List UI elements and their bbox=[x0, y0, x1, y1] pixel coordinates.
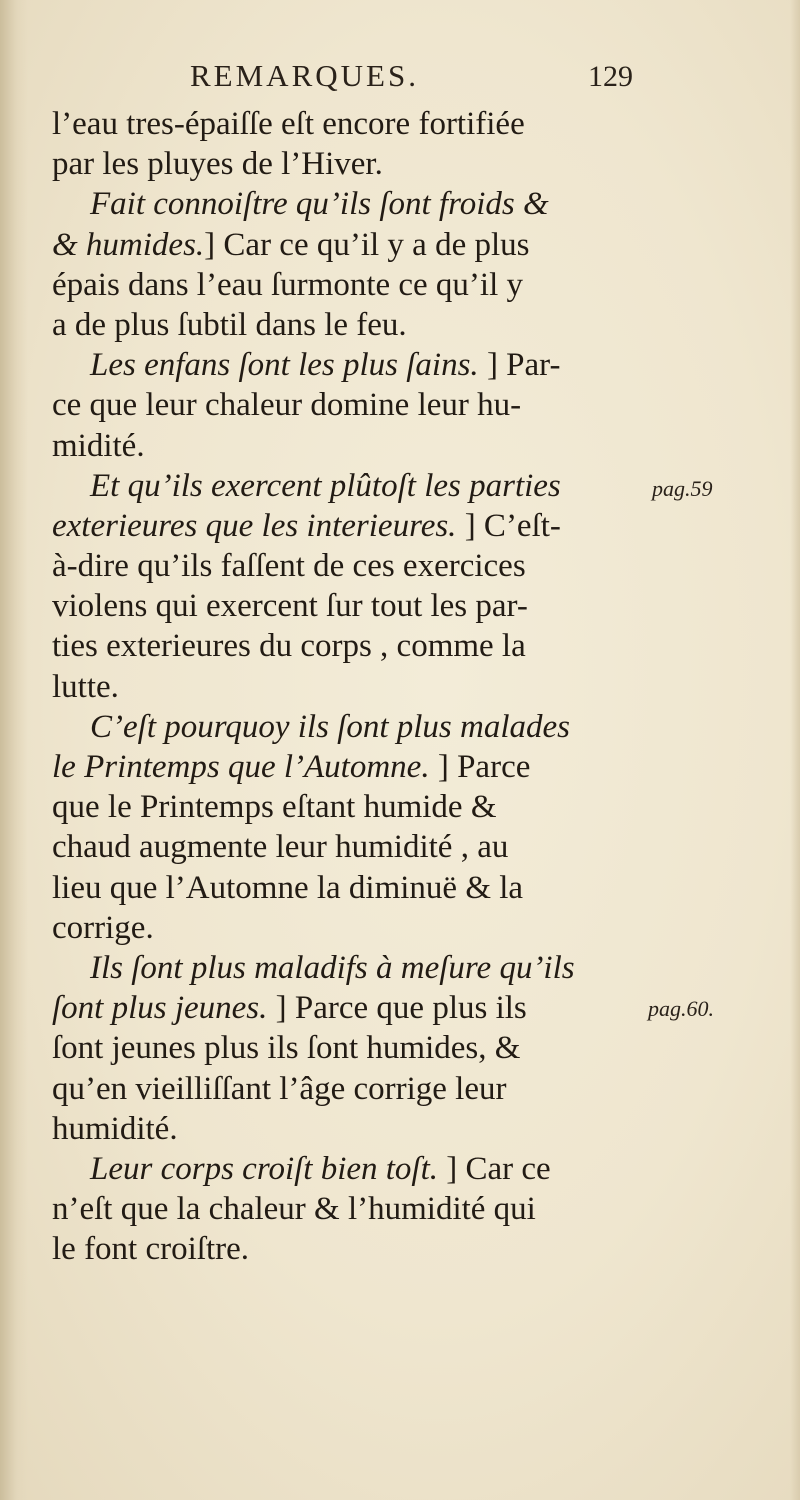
commentary-text: à-dire qu’ils faſſent de ces exercices bbox=[52, 548, 526, 585]
commentary-text: chaud augmente leur humidité , au bbox=[52, 829, 509, 866]
commentary-text: ce que leur chaleur domine leur hu- bbox=[52, 387, 522, 424]
margin-note-pag-59: pag.59 bbox=[652, 476, 713, 501]
italic-lemma: Et qu’ils exercent plûtoſt les parties bbox=[90, 467, 561, 504]
binding-gutter bbox=[0, 0, 28, 1500]
commentary-text: ] Par- bbox=[478, 347, 561, 384]
commentary-text: par les pluyes de l’Hiver. bbox=[52, 146, 383, 183]
page-edge bbox=[790, 0, 800, 1500]
text-line bbox=[52, 466, 642, 506]
italic-lemma: exterieures que les interieures. bbox=[52, 507, 457, 544]
commentary-text: le font croiſtre. bbox=[52, 1231, 250, 1268]
body-text bbox=[52, 104, 642, 1269]
text-line bbox=[52, 707, 642, 747]
text-line bbox=[52, 1149, 642, 1189]
text-line bbox=[52, 265, 642, 305]
italic-lemma: & humides. bbox=[52, 226, 205, 263]
text-line bbox=[52, 104, 642, 144]
text-line bbox=[52, 426, 642, 466]
text-line bbox=[52, 345, 642, 385]
margin-note-pag-60: pag.60. bbox=[648, 996, 714, 1021]
commentary-text: violens qui exercent ſur tout les par- bbox=[52, 588, 528, 625]
italic-lemma: Fait connoiſtre qu’ils ſont froids & bbox=[90, 186, 549, 223]
text-line bbox=[52, 1069, 642, 1109]
text-line bbox=[52, 868, 642, 908]
text-line bbox=[52, 385, 642, 425]
text-line bbox=[52, 184, 642, 224]
text-line bbox=[52, 1229, 642, 1269]
commentary-text: lutte. bbox=[52, 668, 119, 705]
text-line bbox=[52, 1028, 642, 1068]
commentary-text: que le Printemps eſtant humide & bbox=[52, 789, 497, 826]
commentary-text: l’eau tres-épaiſſe eſt encore fortifiée bbox=[52, 106, 525, 142]
running-head: REMARQUES. bbox=[190, 58, 419, 93]
text-line bbox=[52, 586, 642, 626]
italic-lemma: ſont plus jeunes. bbox=[52, 990, 268, 1027]
italic-lemma: Les enfans ſont les plus ſains. bbox=[90, 347, 479, 384]
commentary-text: ſont jeunes plus ils ſont humides, & bbox=[52, 1030, 521, 1067]
text-line bbox=[52, 1109, 642, 1149]
commentary-text: épais dans l’eau ſurmonte ce qu’il y bbox=[52, 266, 524, 303]
commentary-text: humidité. bbox=[52, 1110, 178, 1147]
commentary-text: ] Car ce qu’il y a de plus bbox=[204, 226, 530, 263]
text-line bbox=[52, 988, 642, 1028]
commentary-text: n’eſt que la chaleur & l’humidité qui bbox=[52, 1191, 536, 1228]
italic-lemma: Ils ſont plus maladifs à meſure qu’ils bbox=[90, 949, 575, 986]
italic-lemma: le Printemps que l’Automne. bbox=[52, 749, 430, 785]
text-line bbox=[52, 747, 642, 787]
commentary-text: ] Car ce bbox=[438, 1150, 551, 1187]
commentary-text: midité. bbox=[52, 427, 145, 464]
text-line bbox=[52, 667, 642, 707]
commentary-text: ] Parce que plus ils bbox=[267, 990, 527, 1027]
text-line bbox=[52, 506, 642, 546]
text-line bbox=[52, 1189, 642, 1229]
text-line bbox=[52, 787, 642, 827]
commentary-text: ties exterieures du corps , comme la bbox=[52, 628, 526, 665]
commentary-text: a de plus ſubtil dans le feu. bbox=[52, 306, 407, 343]
italic-lemma: Leur corps croiſt bien toſt. bbox=[90, 1150, 439, 1187]
commentary-text: qu’en vieilliſſant l’âge corrige leur bbox=[52, 1070, 507, 1107]
text-line bbox=[52, 144, 642, 184]
commentary-text: lieu que l’Automne la diminuë & la bbox=[52, 869, 524, 906]
text-line bbox=[52, 305, 642, 345]
commentary-text: corrige. bbox=[52, 909, 154, 946]
commentary-text: ] Parce bbox=[429, 749, 531, 785]
page-number: 129 bbox=[588, 60, 633, 93]
text-line bbox=[52, 225, 642, 265]
text-line bbox=[52, 908, 642, 948]
text-line bbox=[52, 827, 642, 867]
italic-lemma: C’eſt pourquoy ils ſont plus malades bbox=[90, 708, 571, 745]
text-line bbox=[52, 948, 642, 988]
text-line bbox=[52, 626, 642, 666]
commentary-text: ] C’eſt- bbox=[456, 507, 561, 544]
text-line bbox=[52, 546, 642, 586]
